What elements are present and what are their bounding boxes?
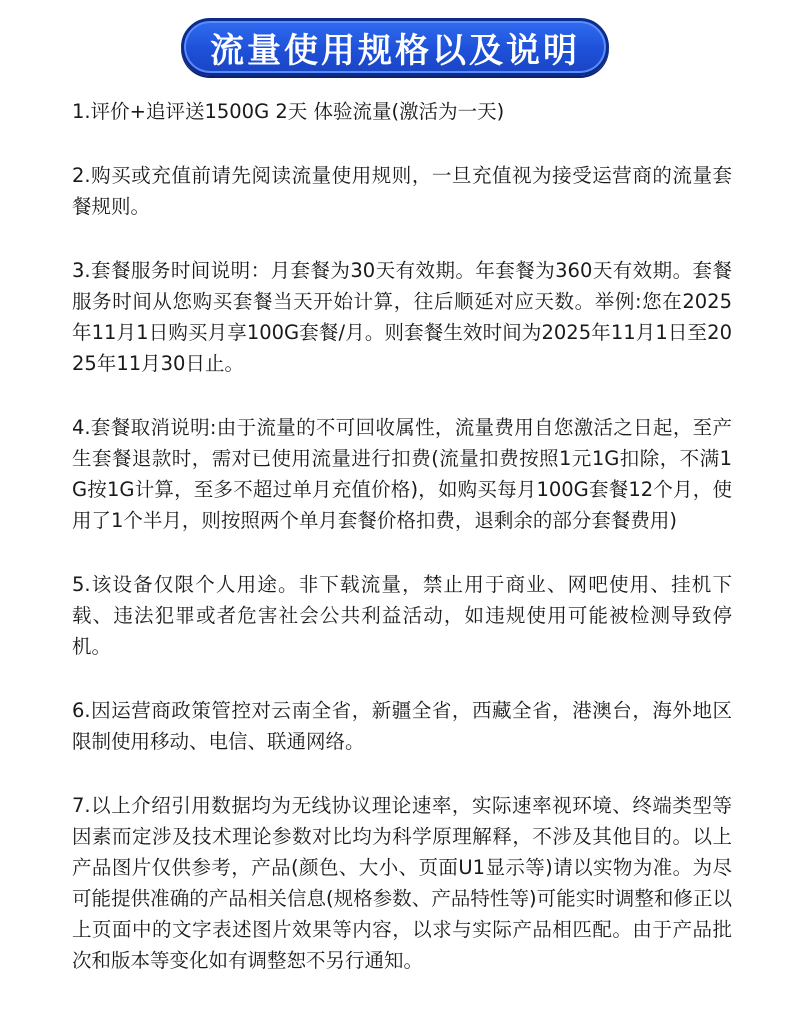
rules-list	[72, 96, 732, 1009]
rule-7: 7.以上介绍引用数据均为无线协议理论速率，实际速率视环境、终端类型等因素而定涉及技术理论参数对比均为科学原理解释，不涉及其他目的。以上产品图片仅供参考，产品(颜色、大小、页面U1显示等)请以实物为准。为尽可能提供准确的产品相关信息(规格参数、产品特性等)可能实时调整和修正以上页面中的文字表述图片效果等内容，以求与实际产品相匹配。由于产品批次和版本等变化如有调整恕不另行通知。	[72, 794, 732, 972]
rule-1: 1.评价+追评送1500G 2天 体验流量(激活为一天)	[72, 100, 505, 123]
page-title: 流量使用规格以及说明	[210, 30, 580, 71]
rule-6: 6.因运营商政策管控对云南全省，新疆全省，西藏全省，港澳台，海外地区限制使用移动、电信、联通网络。	[72, 699, 732, 753]
rule-4: 4.套餐取消说明:由于流量的不可回收属性，流量费用自您激活之日起，至产生套餐退款时，需对已使用流量进行扣费(流量扣费按照1元1G扣除，不满1G按1G计算，至多不超过单月充值价格)，如购买每月100G套餐12个月，使用了1个半月，则按照两个单月套餐价格扣费，退剩余的部分套餐费用)	[72, 416, 732, 532]
title-pill	[181, 18, 609, 76]
rule-5: 5.该设备仅限个人用途。非下载流量，禁止用于商业、网吧使用、挂机下载、违法犯罪或者危害社会公共利益活动，如违规使用可能被检测导致停机。	[72, 573, 732, 658]
title-banner	[0, 18, 790, 76]
rule-3: 3.套餐服务时间说明：月套餐为30天有效期。年套餐为360天有效期。套餐服务时间从您购买套餐当天开始计算，往后顺延对应天数。举例:您在2025年11月1日购买月享100G套餐/月。则套餐生效时间为2025年11月1日至2025年11月30日止。	[72, 259, 732, 375]
rule-2: 2.购买或充值前请先阅读流量使用规则，一旦充值视为接受运营商的流量套餐规则。	[72, 164, 732, 218]
